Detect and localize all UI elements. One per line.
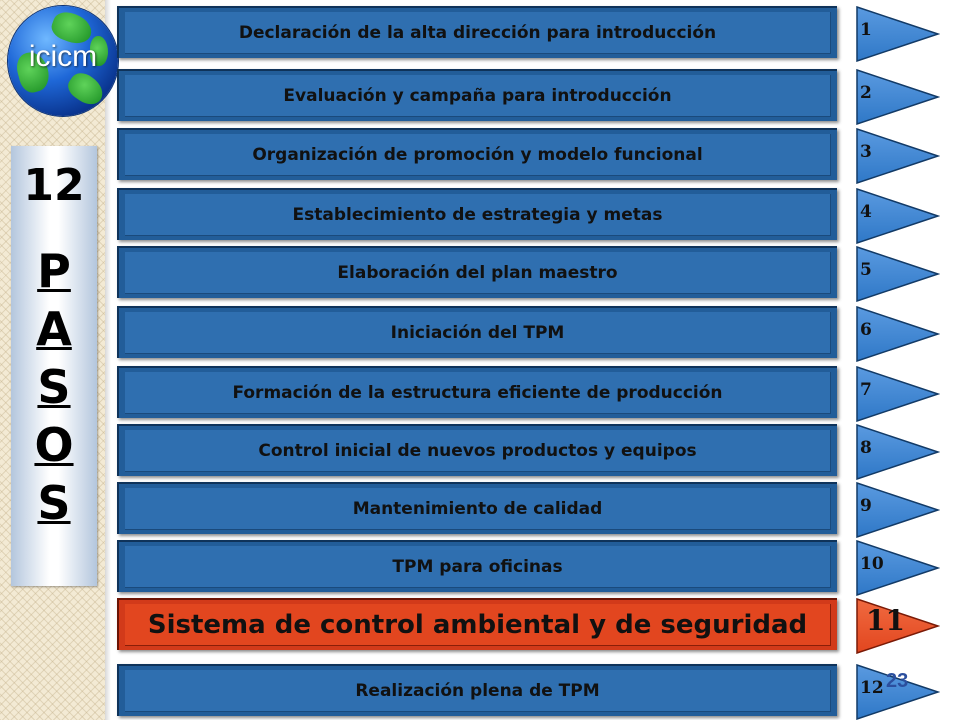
step-number: 11 [866, 604, 905, 637]
step-number: 8 [860, 438, 872, 458]
step-label: Declaración de la alta dirección para introducción [125, 12, 831, 54]
step-label: TPM para oficinas [125, 546, 831, 588]
step-number: 4 [860, 202, 872, 222]
step-number: 7 [860, 380, 872, 400]
steps-word-letter: O [34, 418, 74, 472]
step-arrow-icon[interactable] [856, 540, 940, 596]
page-number: 23 [886, 670, 909, 692]
step-bar[interactable] [117, 598, 837, 650]
steps-count: 12 [23, 160, 85, 211]
step-bar[interactable] [117, 69, 837, 121]
step-label: Evaluación y campaña para introducción [125, 75, 831, 117]
step-arrow-icon[interactable] [856, 598, 940, 654]
steps-word-letter: A [36, 302, 72, 356]
step-arrow-icon[interactable] [856, 6, 940, 62]
step-bar[interactable] [117, 424, 837, 476]
step-bar[interactable] [117, 128, 837, 180]
step-arrow-icon[interactable] [856, 366, 940, 422]
step-label: Elaboración del plan maestro [125, 252, 831, 294]
step-label: Establecimiento de estrategia y metas [125, 194, 831, 236]
step-number: 5 [860, 260, 872, 280]
step-arrow-icon[interactable] [856, 188, 940, 244]
steps-word-letter: P [37, 244, 71, 298]
steps-word [11, 242, 97, 532]
step-bar[interactable] [117, 306, 837, 358]
step-number: 9 [860, 496, 872, 516]
steps-word-letter: S [37, 360, 71, 414]
step-number: 1 [860, 20, 872, 40]
step-label: Control inicial de nuevos productos y equipos [125, 430, 831, 472]
step-label: Realización plena de TPM [125, 670, 831, 712]
step-number: 6 [860, 320, 872, 340]
step-arrow-icon[interactable] [856, 482, 940, 538]
step-arrow-icon[interactable] [856, 69, 940, 125]
steps-word-letter: S [37, 476, 71, 530]
step-label: Mantenimiento de calidad [125, 488, 831, 530]
step-arrow-icon[interactable] [856, 128, 940, 184]
step-arrow-icon[interactable] [856, 246, 940, 302]
step-bar[interactable] [117, 482, 837, 534]
step-bar[interactable] [117, 366, 837, 418]
step-label: Organización de promoción y modelo funcional [125, 134, 831, 176]
step-bar[interactable] [117, 6, 837, 58]
step-bar[interactable] [117, 246, 837, 298]
step-label: Sistema de control ambiental y de seguridad [125, 604, 831, 646]
step-number: 12 [860, 678, 884, 698]
step-label: Formación de la estructura eficiente de producción [125, 372, 831, 414]
step-arrow-icon[interactable] [856, 306, 940, 362]
logo-text: icicm [28, 40, 98, 73]
step-number: 2 [860, 83, 872, 103]
step-number: 10 [860, 554, 884, 574]
step-arrow-icon[interactable] [856, 424, 940, 480]
steps-title-panel [11, 146, 97, 586]
step-bar[interactable] [117, 540, 837, 592]
sidebar-edge [105, 0, 111, 720]
step-label: Iniciación del TPM [125, 312, 831, 354]
step-number: 3 [860, 142, 872, 162]
step-bar[interactable] [117, 188, 837, 240]
step-bar[interactable] [117, 664, 837, 716]
